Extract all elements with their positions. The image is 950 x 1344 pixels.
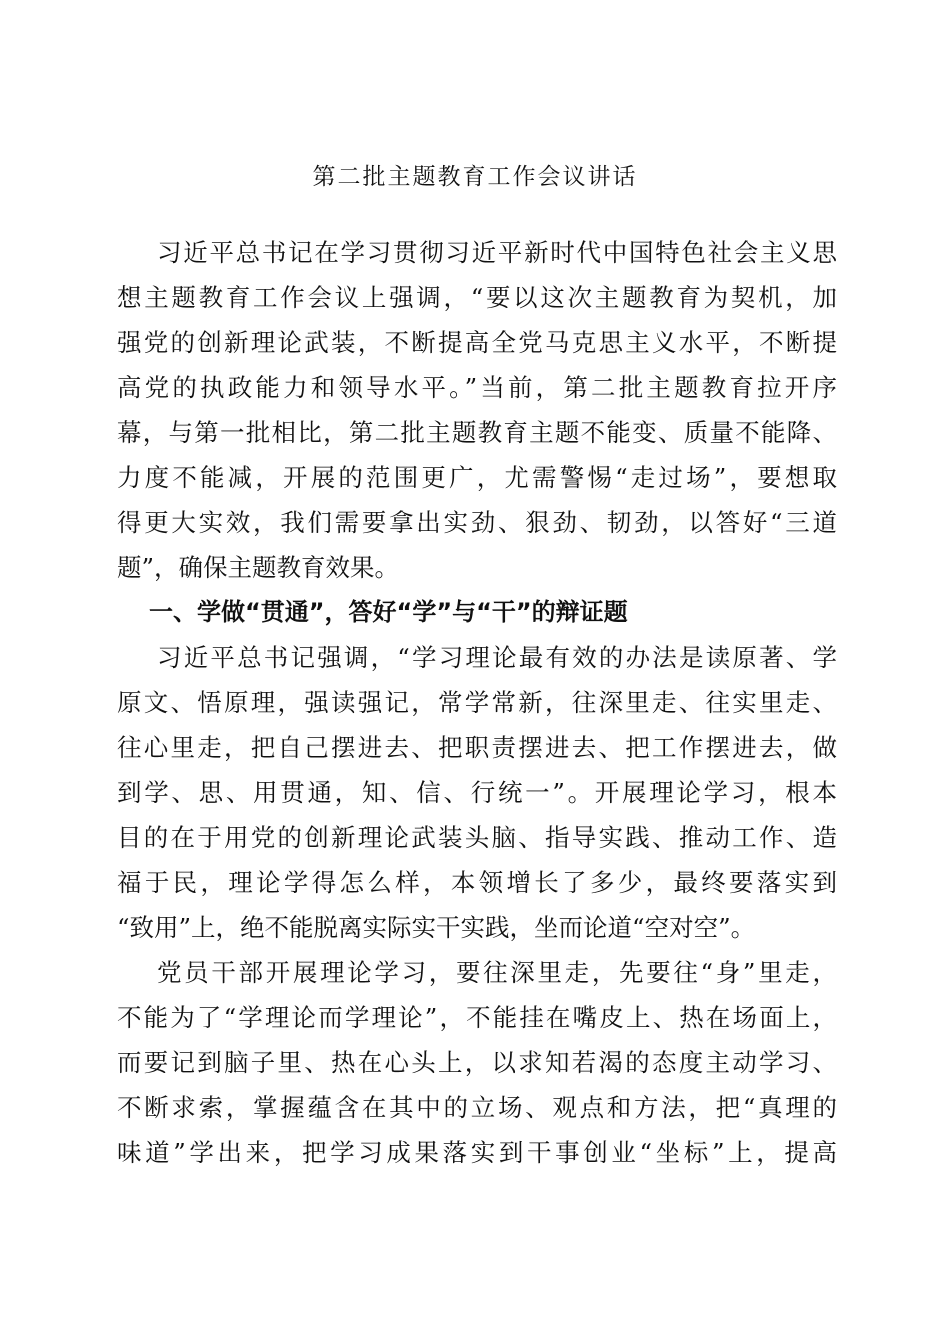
paragraph-line: 高党的执政能力和领导水平。”当前，第二批主题教育拉开序	[117, 373, 837, 402]
paragraph-line: 福于民，理论学得怎么样，本领增长了多少，最终要落实到	[117, 868, 837, 897]
paragraph-line: “致用”上，绝不能脱离实际实干实践，坐而论道“空对空”。	[117, 913, 756, 942]
paragraph-line: 幕，与第一批相比，第二批主题教育主题不能变、质量不能降、	[117, 418, 837, 447]
paragraph-line: 得更大实效，我们需要拿出实劲、狠劲、韧劲，以答好“三道	[117, 508, 837, 537]
paragraph-line: 强党的创新理论武装，不断提高全党马克思主义水平，不断提	[117, 328, 837, 357]
paragraph-line: 想主题教育工作会议上强调，“要以这次主题教育为契机，加	[117, 283, 837, 312]
paragraph-line: 习近平总书记在学习贯彻习近平新时代中国特色社会主义思	[157, 238, 837, 267]
section-heading	[117, 590, 837, 635]
paragraph-line: 而要记到脑子里、热在心头上，以求知若渴的态度主动学习、	[117, 1048, 837, 1077]
section-heading-text: 一、学做“贯通”，答好“学”与“干”的辩证题	[149, 598, 628, 626]
paragraph-line: 党员干部开展理论学习，要往深里走，先要往“身”里走，	[157, 958, 837, 987]
document-title: 第二批主题教育工作会议讲话	[312, 164, 638, 191]
paragraph-line: 到学、思、用贯通，知、信、行统一”。开展理论学习，根本	[117, 778, 837, 807]
paragraph-line: 力度不能减，开展的范围更广，尤需警惕“走过场”，要想取	[117, 463, 837, 492]
paragraph-line: 题”，确保主题教育效果。	[117, 553, 400, 582]
paragraph-3	[117, 950, 837, 1175]
paragraph-1	[117, 230, 837, 590]
paragraph-line: 味道”学出来，把学习成果落实到干事创业“坐标”上，提高	[117, 1138, 837, 1167]
paragraph-line: 原文、悟原理，强读强记，常学常新，往深里走、往实里走、	[117, 688, 837, 717]
paragraph-line: 不能为了“学理论而学理论”，不能挂在嘴皮上、热在场面上，	[117, 1003, 837, 1032]
paragraph-line: 不断求索，掌握蕴含在其中的立场、观点和方法，把“真理的	[117, 1093, 837, 1122]
paragraph-line: 往心里走，把自己摆进去、把职责摆进去、把工作摆进去，做	[117, 733, 837, 762]
paragraph-line: 习近平总书记强调，“学习理论最有效的办法是读原著、学	[157, 643, 837, 672]
document-body	[117, 230, 837, 1175]
paragraph-2	[117, 635, 837, 950]
paragraph-line: 目的在于用党的创新理论武装头脑、指导实践、推动工作、造	[117, 823, 837, 852]
